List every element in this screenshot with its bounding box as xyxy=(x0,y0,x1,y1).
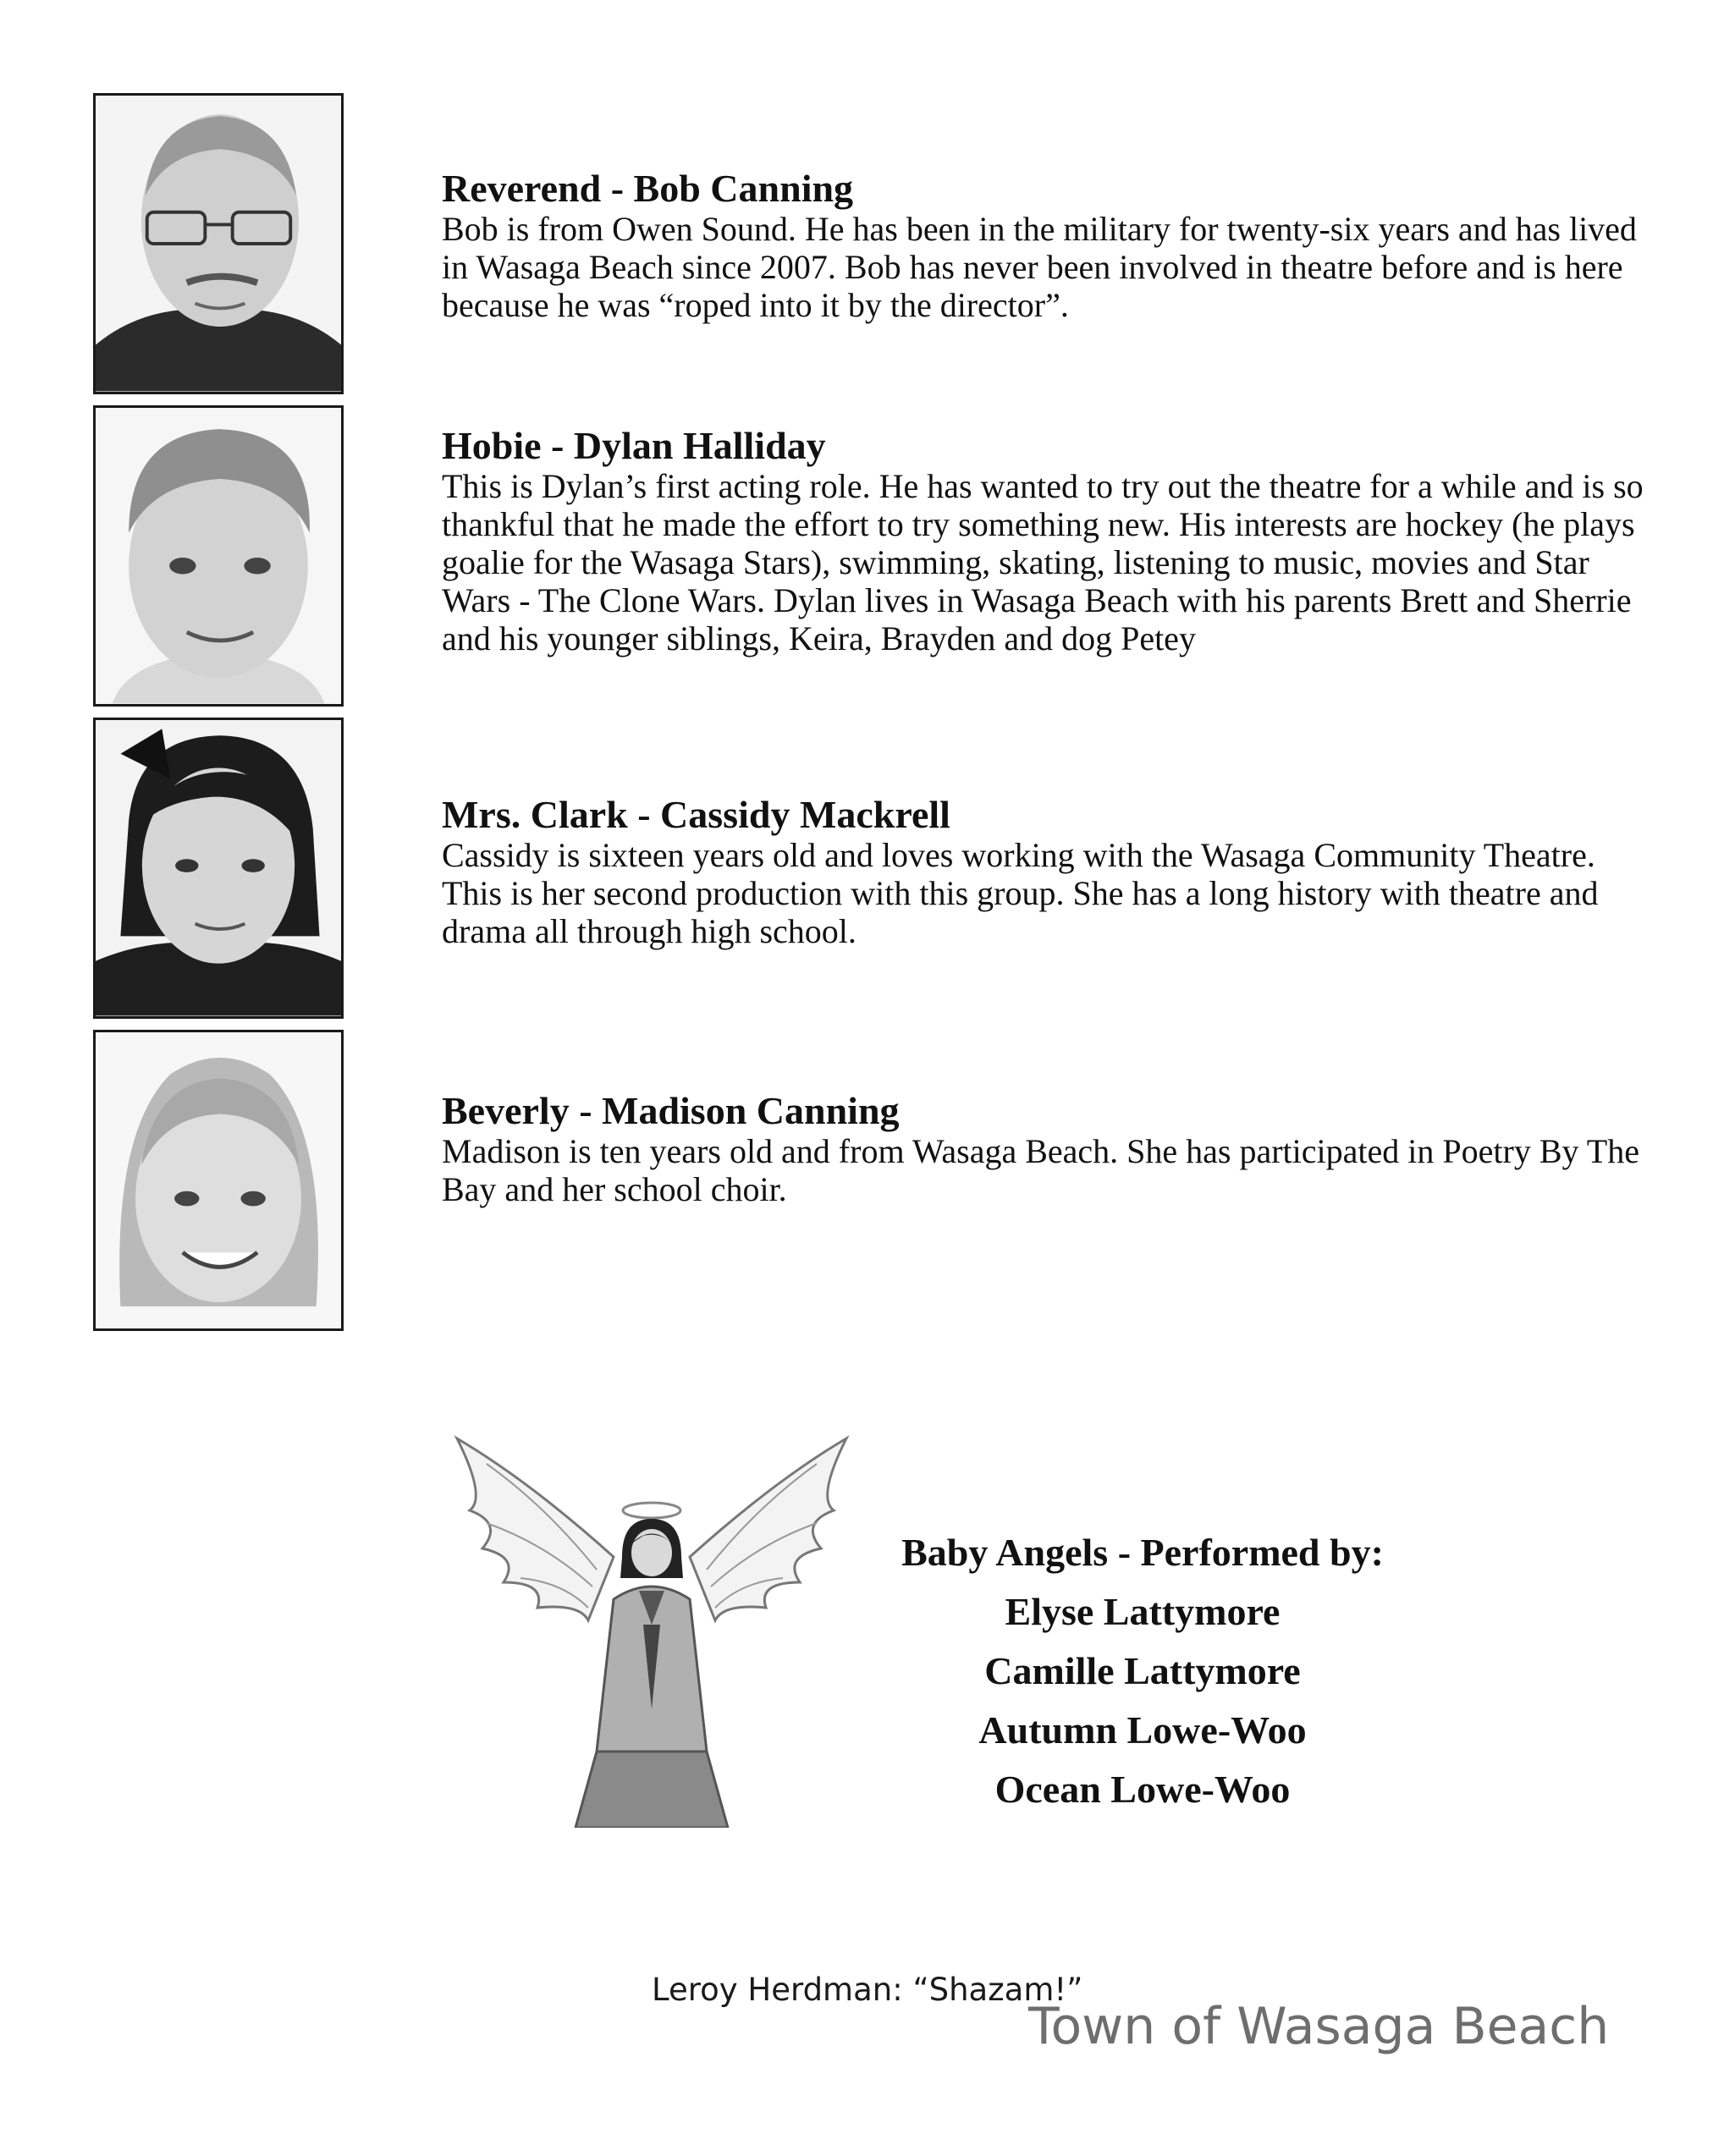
cast-heading: Mrs. Clark - Cassidy Mackrell xyxy=(442,793,950,836)
cast-bio: This is Dylan’s first acting role. He has wanted to try out the theatre for a while and is so thankful that he made the effort to try something new. His interests are hockey (he plays goalie for the Wasaga Stars), swimming, skating, listening to music, movies and Star Wars - The Clone Wars. Dylan lives in Wasaga Beach with his parents Brett and Sherrie and his younger siblings, Keira, Brayden and dog Petey xyxy=(442,467,1644,657)
performer-name: Autumn Lowe-Woo xyxy=(978,1708,1307,1752)
cast-bio: Madison is ten years old and from Wasaga Beach. She has participated in Poetry By The Bay and her school choir. xyxy=(442,1132,1639,1208)
cast-entry-mrs-clark xyxy=(442,795,1644,950)
cast-heading: Reverend - Bob Canning xyxy=(442,167,854,210)
cast-heading: Beverly - Madison Canning xyxy=(442,1089,900,1132)
portrait-photo-dylan xyxy=(93,405,344,707)
handwritten-quote: Leroy Herdman: “Shazam!” xyxy=(652,1972,1083,2008)
performer-name: Camille Lattymore xyxy=(984,1649,1301,1692)
angel-illustration xyxy=(453,1430,851,1828)
portrait-photo-bob xyxy=(93,93,344,394)
performer-name: Elyse Lattymore xyxy=(1005,1590,1281,1633)
watermark: Town of Wasaga Beach xyxy=(1028,1997,1610,2056)
portrait-photo-madison xyxy=(93,1030,344,1331)
cast-bio: Cassidy is sixteen years old and loves working with the Wasaga Community Theatre. This is her second production with this group. She has a long history with theatre and drama all through high school. xyxy=(442,836,1599,950)
cast-bio: Bob is from Owen Sound. He has been in the military for twenty-six years and has lived in Wasaga Beach since 2007. Bob has never been involved in theatre before and is here because he was “roped into it by the director”. xyxy=(442,210,1637,324)
cast-entry-reverend xyxy=(442,169,1644,324)
baby-angels-heading: Baby Angels - Performed by: xyxy=(901,1531,1384,1574)
performer-name: Ocean Lowe-Woo xyxy=(994,1768,1291,1811)
portrait-photo-cassidy xyxy=(93,718,344,1019)
cast-entry-hobie xyxy=(442,426,1644,657)
baby-angels-credits xyxy=(855,1523,1430,1819)
cast-heading: Hobie - Dylan Halliday xyxy=(442,424,826,467)
cast-entry-beverly xyxy=(442,1089,1644,1208)
